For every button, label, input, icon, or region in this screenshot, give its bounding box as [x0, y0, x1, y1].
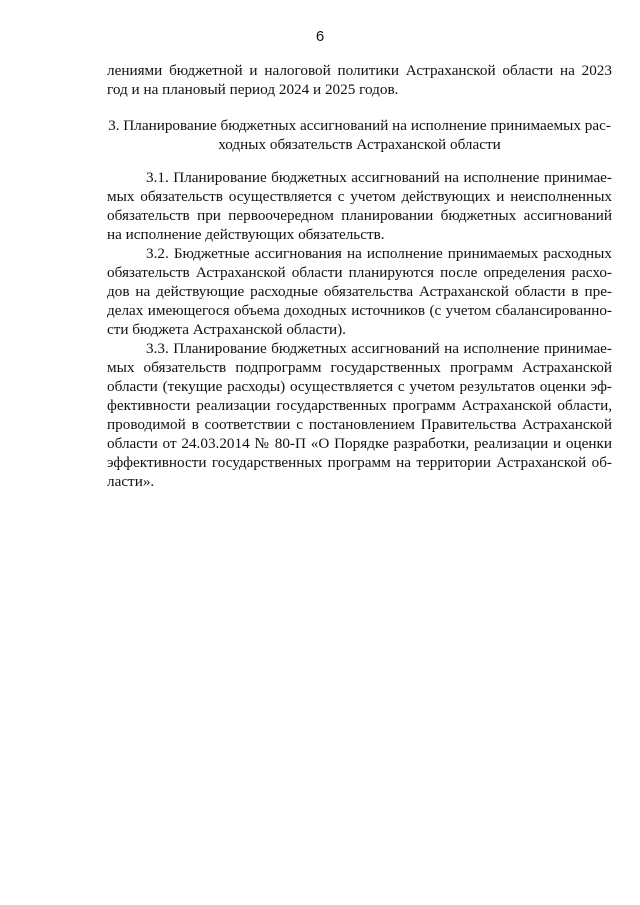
text-line: проводимой в соответствии с постановлением Правительства Астраханской: [107, 416, 612, 433]
text-line: обязательств при первоочередном планировании бюджетных ассигнований: [107, 207, 612, 224]
text-line: 3.2. Бюджетные ассигнования на исполнение принимаемых расходных: [146, 245, 612, 262]
text-line: сти бюджета Астраханской области).: [107, 321, 346, 338]
text-line: 3.1. Планирование бюджетных ассигнований на исполнение принимае-: [146, 169, 612, 186]
text-line: лениями бюджетной и налоговой политики Астраханской области на 2023: [107, 62, 612, 79]
text-line: фективности реализации государственных программ Астраханской области,: [107, 397, 612, 414]
text-line: год и на плановый период 2024 и 2025 годов.: [107, 81, 399, 98]
text-line: области (текущие расходы) осуществляется с учетом результатов оценки эф-: [107, 378, 612, 395]
text-line: делах имеющегося объема доходных источников (с учетом сбалансированно-: [107, 302, 612, 319]
text-line: мых обязательств осуществляется с учетом действующих и неисполненных: [107, 188, 612, 205]
text-line: эффективности государственных программ на территории Астраханской об-: [107, 454, 612, 471]
text-line: дов на действующие расходные обязательства Астраханской области в пре-: [107, 283, 612, 300]
text-line: на исполнение действующих обязательств.: [107, 226, 385, 243]
section-title-line: ходных обязательств Астраханской области: [218, 136, 501, 153]
page-number: 6: [315, 28, 325, 45]
text-line: мых обязательств подпрограмм государственных программ Астраханской: [107, 359, 612, 376]
text-line: области от 24.03.2014 № 80-П «О Порядке разработки, реализации и оценки: [107, 435, 612, 452]
section-title-line: 3. Планирование бюджетных ассигнований на исполнение принимаемых рас-: [108, 117, 611, 134]
text-line: ласти».: [107, 473, 155, 490]
text-line: обязательств Астраханской области планируются после определения расхо-: [107, 264, 612, 281]
text-line: 3.3. Планирование бюджетных ассигнований на исполнение принимае-: [146, 340, 612, 357]
